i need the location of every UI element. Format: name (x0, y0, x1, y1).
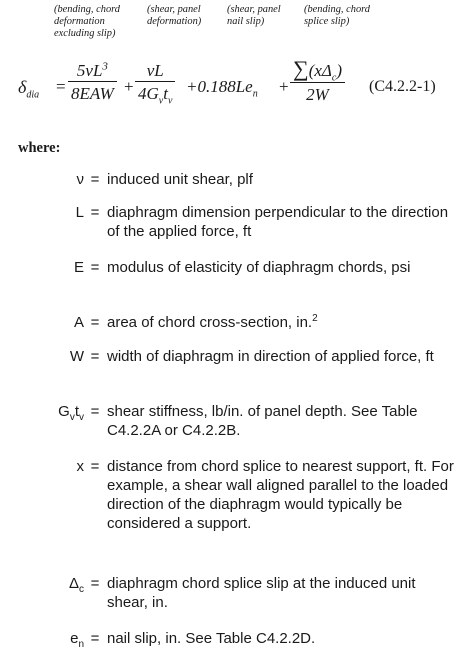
equation-number: (C4.2.2-1) (369, 78, 436, 95)
term-panel-shear: vL $4G_vt_v$ (135, 62, 175, 102)
equals-sign: = (56, 77, 66, 96)
definition-text: modulus of elasticity of diaphragm chords, psi (107, 259, 411, 276)
definition-text: distance from chord splice to nearest support, ft. For example, a shear wall aligned parallel to the loaded direction of the diaphragm would typically be considered a support. (107, 458, 454, 532)
term-nail-slip: $+0.188Le_n$ (186, 77, 258, 100)
annotation-shear-panel-nail-slip: (shear, panel nail slip) (227, 4, 281, 27)
symbol: x (76, 458, 84, 475)
equation-lhs: $\delta_{dia}$ (18, 77, 40, 101)
annotation-bending-chord-deformation: (bending, chord deformation excluding slip) (54, 4, 120, 39)
symbol: $e_n$ (70, 630, 84, 650)
definition-text: induced unit shear, plf (107, 171, 253, 188)
annotation-shear-panel-deformation: (shear, panel deformation) (147, 4, 202, 27)
definition-text: area of chord cross-section, in.$^2$ (107, 313, 318, 331)
definition-text: width of diaphragm in direction of applied force, ft (107, 348, 434, 365)
symbol: W (69, 348, 84, 365)
deflection-equation: $\delta_{dia}$ = $5vL^3$ 8EAW + vL $4G_vt_v$ $+0.188Le_n$ + $\sum(x\Delta_c)$ 2W (0, 0, 467, 130)
where-label: where: (18, 140, 61, 156)
definition-text: nail slip, in. See Table C4.2.2D. (107, 630, 316, 647)
definition-text: diaphragm chord splice slip at the induced unit shear, in. (107, 575, 416, 611)
term-chord-bending: $5vL^3$ 8EAW (68, 62, 117, 102)
symbol: $\Delta_c$ (68, 575, 84, 595)
symbol: E (73, 259, 84, 276)
definition-text: shear stiffness, lb/in. of panel depth. See Table C4.2.2A or C4.2.2B. (107, 403, 418, 439)
document-page: (bending, chord deformation excluding slip) (shear, panel deformation) (shear, panel nail slip) (bending, chord splice slip) $\delta_{dia}$ = $5vL^3$ 8EAW + vL $4G_vt_v$ $+0.188Le_n$ + $\sum(x\Delta_c)$ 2W (C4.2.2-1) where: ν = induced unit shear, plf L = diaphragm dimension perpendicular to the direction of the applied force, ft E = modulus of elasticity of diaphragm chords, psi A = area of chord cross-section, in.$^2$ W = width of diaphragm in direction of applied force, ft $G_vt_v$ = shear stiffness, lb/in. of panel depth. See Table C4.2.2A or C4.2.2B. x = distance from chord splice to nearest support, ft. For example, a shear wall aligned parallel to the loaded direction of the diaphragm would typically be considered a support. $\Delta_c$ = diaphragm chord splice slip at the induced unit shear, in. $e_n$ = nail slip, in. See Table C4.2.2D. (0, 0, 467, 659)
symbol: $G_vt_v$ (58, 403, 84, 423)
symbol: ν (76, 171, 84, 188)
definition-text: diaphragm dimension perpendicular to the direction of the applied force, ft (107, 204, 449, 240)
symbol: L (75, 204, 84, 221)
annotation-bending-chord-splice-slip: (bending, chord splice slip) (304, 4, 370, 27)
symbol: A (73, 314, 84, 331)
term-chord-splice-slip: $\sum(x\Delta_c)$ 2W (290, 58, 345, 103)
